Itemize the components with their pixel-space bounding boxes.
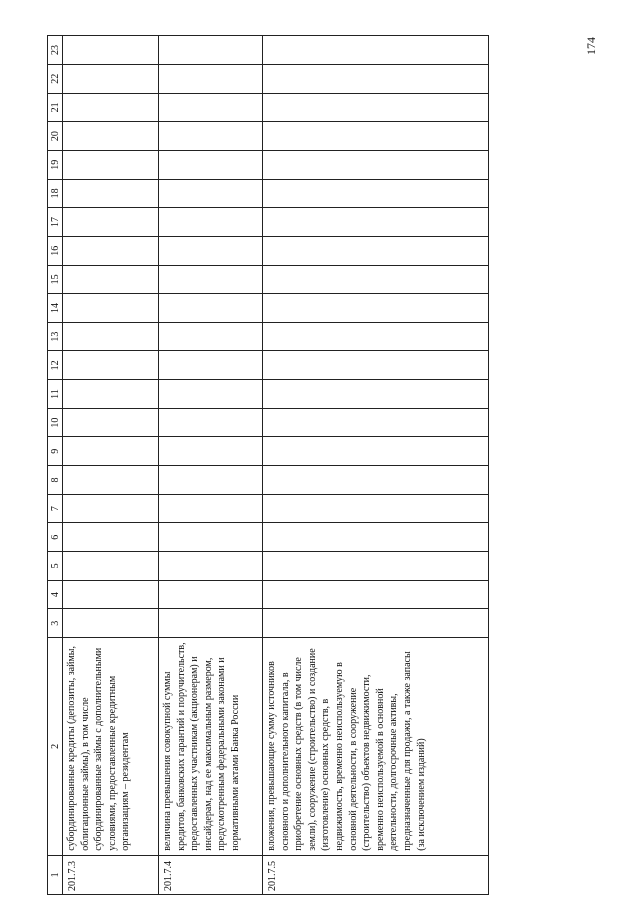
empty-cell xyxy=(159,523,263,552)
empty-cell xyxy=(63,408,159,437)
table-row xyxy=(63,36,159,895)
empty-cell xyxy=(63,466,159,495)
empty-cell xyxy=(263,64,489,93)
empty-cell xyxy=(159,466,263,495)
row-code: 201.7.3 xyxy=(63,855,159,894)
empty-cell xyxy=(159,93,263,122)
empty-cell xyxy=(159,351,263,380)
empty-cell xyxy=(263,552,489,581)
table-row xyxy=(159,36,263,895)
column-header: 16 xyxy=(48,236,63,265)
empty-cell xyxy=(159,236,263,265)
empty-cell xyxy=(263,208,489,237)
column-header: 19 xyxy=(48,150,63,179)
empty-cell xyxy=(263,93,489,122)
empty-cell xyxy=(263,265,489,294)
empty-cell xyxy=(159,380,263,409)
column-header: 12 xyxy=(48,351,63,380)
row-description: субординированные кредиты (депозиты, займы, облигационные займы), в том числе субординированные займы с дополнительными условиями, предоставленные кредитным организациям – резидентам xyxy=(63,638,159,856)
empty-cell xyxy=(63,122,159,151)
empty-cell xyxy=(263,351,489,380)
row-description: величина превышения совокупной суммы кредитов, банковских гарантий и поручительств, предоставленных участникам (акционерам) и инсайдерам, над ее максимальным размером, предусмотренным федеральными законами и нормативными актами Банка России xyxy=(159,638,263,856)
column-header: 5 xyxy=(48,552,63,581)
empty-cell xyxy=(263,236,489,265)
empty-cell xyxy=(159,294,263,323)
empty-cell xyxy=(159,36,263,65)
report-table xyxy=(47,35,489,895)
empty-cell xyxy=(159,408,263,437)
empty-cell xyxy=(263,122,489,151)
empty-cell xyxy=(63,380,159,409)
column-header: 23 xyxy=(48,36,63,65)
column-header: 15 xyxy=(48,265,63,294)
empty-cell xyxy=(263,179,489,208)
empty-cell xyxy=(63,236,159,265)
empty-cell xyxy=(63,523,159,552)
empty-cell xyxy=(263,523,489,552)
empty-cell xyxy=(159,122,263,151)
empty-cell xyxy=(63,208,159,237)
empty-cell xyxy=(159,437,263,466)
empty-cell xyxy=(263,36,489,65)
empty-cell xyxy=(63,150,159,179)
empty-cell xyxy=(63,552,159,581)
empty-cell xyxy=(63,437,159,466)
column-header: 2 xyxy=(48,638,63,856)
empty-cell xyxy=(263,294,489,323)
row-code: 201.7.4 xyxy=(159,855,263,894)
column-header: 18 xyxy=(48,179,63,208)
empty-cell xyxy=(263,580,489,609)
empty-cell xyxy=(63,609,159,638)
empty-cell xyxy=(63,494,159,523)
empty-cell xyxy=(63,36,159,65)
empty-cell xyxy=(63,580,159,609)
column-header: 6 xyxy=(48,523,63,552)
column-header: 17 xyxy=(48,208,63,237)
column-header: 1 xyxy=(48,855,63,894)
column-header: 22 xyxy=(48,64,63,93)
empty-cell xyxy=(263,380,489,409)
empty-cell xyxy=(63,64,159,93)
header-row xyxy=(48,36,63,895)
table-row xyxy=(263,36,489,895)
empty-cell xyxy=(159,150,263,179)
empty-cell xyxy=(63,351,159,380)
empty-cell xyxy=(63,93,159,122)
empty-cell xyxy=(263,609,489,638)
empty-cell xyxy=(159,552,263,581)
column-header: 3 xyxy=(48,609,63,638)
empty-cell xyxy=(159,208,263,237)
column-header: 14 xyxy=(48,294,63,323)
page-number: 174 xyxy=(584,37,598,55)
column-header: 13 xyxy=(48,322,63,351)
column-header: 20 xyxy=(48,122,63,151)
empty-cell xyxy=(263,437,489,466)
column-header: 7 xyxy=(48,494,63,523)
empty-cell xyxy=(263,322,489,351)
empty-cell xyxy=(63,322,159,351)
column-header: 8 xyxy=(48,466,63,495)
empty-cell xyxy=(159,265,263,294)
empty-cell xyxy=(159,494,263,523)
column-header: 10 xyxy=(48,408,63,437)
column-header: 9 xyxy=(48,437,63,466)
empty-cell xyxy=(263,408,489,437)
empty-cell xyxy=(159,179,263,208)
empty-cell xyxy=(263,494,489,523)
column-header: 4 xyxy=(48,580,63,609)
empty-cell xyxy=(63,265,159,294)
empty-cell xyxy=(159,322,263,351)
empty-cell xyxy=(159,609,263,638)
row-code: 201.7.5 xyxy=(263,855,489,894)
empty-cell xyxy=(263,466,489,495)
empty-cell xyxy=(263,150,489,179)
empty-cell xyxy=(159,580,263,609)
row-description: вложения, превышающие сумму источников основного и дополнительного капитала, в приобретение основных средств (в том числе земли), сооружение (строительство) и создание (изготовление) основных средств, в недвижимость, временно неиспользуемую в основной деятельности, в сооружение (строительство) объектов недвижимости, временно неиспользуемой в основной деятельности, долгосрочные активы, предназначенные для продажи, а также запасы (за исключением изданий) xyxy=(263,638,489,856)
empty-cell xyxy=(159,64,263,93)
report-table-rotated xyxy=(47,35,483,895)
empty-cell xyxy=(63,294,159,323)
empty-cell xyxy=(63,179,159,208)
column-header: 21 xyxy=(48,93,63,122)
column-header: 11 xyxy=(48,380,63,409)
